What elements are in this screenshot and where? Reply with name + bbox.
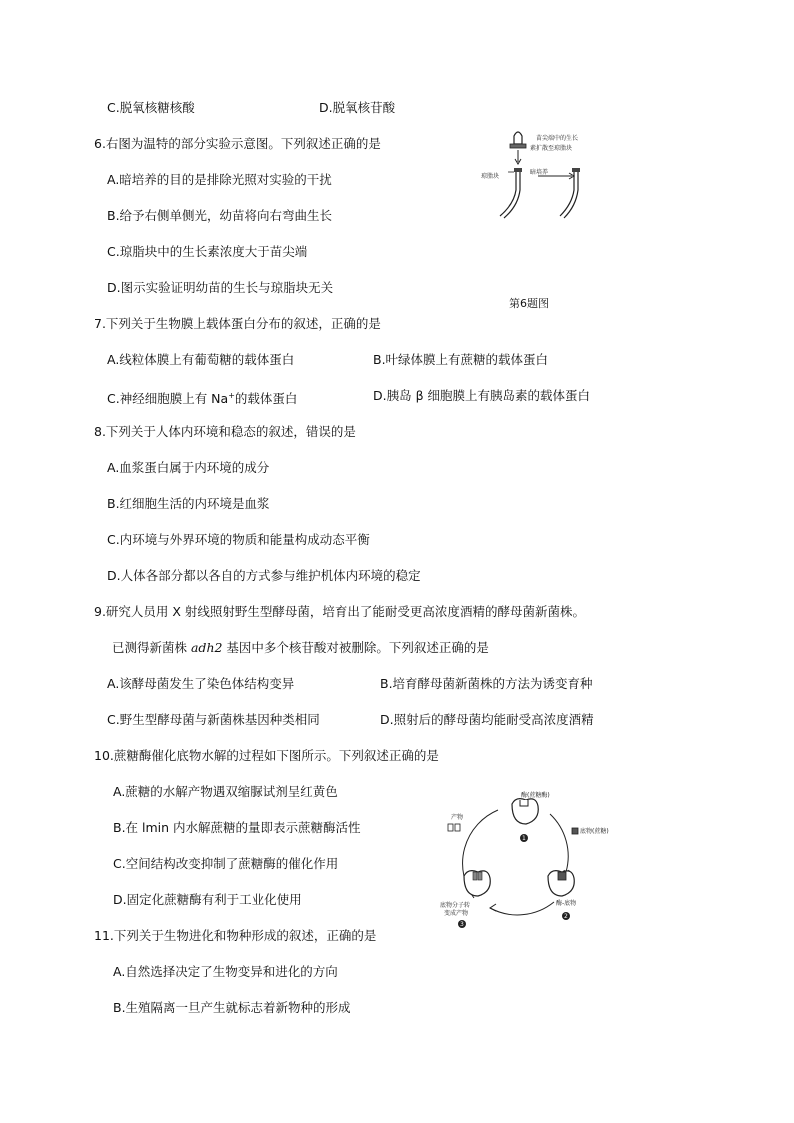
q10-option-c: C.空间结构改变抑制了蔗糖酶的催化作用 — [113, 856, 339, 871]
q6-figure-caption: 第6题图 — [509, 297, 549, 310]
q9-option-c: C.野生型酵母菌与新菌株基因种类相同 — [107, 712, 320, 727]
q9-stem-line-1: 9.研究人员用 X 射线照射野生型酵母菌，培育出了能耐受更高浓度酒精的酵母菌新菌株。 — [94, 604, 585, 619]
q8-option-d: D.人体各部分都以各自的方式参与维护机体内环境的稳定 — [107, 568, 421, 583]
q10-fig-step-3: 3 — [460, 921, 464, 928]
q10-option-b: B.在 lmin 内水解蔗糖的量即表示蔗糖酶活性 — [113, 820, 361, 835]
q9-option-a: A.该酵母菌发生了染色体结构变异 — [107, 676, 295, 691]
q10-fig-step-1: 1 — [522, 835, 526, 842]
q6-fig-label-top-2: 素扩散至琼脂块 — [530, 145, 573, 152]
q6-fig-label-top-1: 苗尖端中的生长 — [536, 135, 579, 142]
q7-option-b: B.叶绿体膜上有蔗糖的载体蛋白 — [373, 352, 549, 367]
q8-option-b: B.红细胞生活的内环境是血浆 — [107, 496, 270, 511]
q8-option-c: C.内环境与外界环境的物质和能量构成动态平衡 — [107, 532, 370, 547]
q7-option-a: A.线粒体膜上有葡萄糖的载体蛋白 — [107, 352, 295, 367]
q10-fig-product-label: 产物 — [451, 814, 464, 821]
q6-option-d: D.图示实验证明幼苗的生长与琼脂块无关 — [107, 280, 334, 295]
q10-fig-change-label-2: 变成产物 — [444, 910, 469, 917]
q6-figure-drawing — [480, 128, 620, 228]
q10-cycle-diagram — [440, 790, 610, 930]
q6-option-c: C.琼脂块中的生长素浓度大于苗尖端 — [107, 244, 308, 259]
q7-option-c: C.神经细胞膜上有 Na+的载体蛋白 — [107, 391, 298, 407]
q10-option-d: D.固定化蔗糖酶有利于工业化使用 — [113, 892, 302, 907]
q6-stem: 6.右图为温特的部分实验示意图。下列叙述正确的是 — [94, 136, 381, 151]
q5-option-d: D.脱氧核苷酸 — [319, 100, 396, 115]
q9-option-d: D.照射后的酵母菌均能耐受高浓度酒精 — [380, 712, 594, 727]
q10-fig-step-2: 2 — [564, 913, 568, 920]
q10-fig-substrate-label: 底物(蔗糖) — [580, 828, 609, 835]
q6-fig-label-dark: 暗培养 — [530, 169, 549, 176]
q11-option-b: B.生殖隔离一旦产生就标志着新物种的形成 — [113, 1000, 351, 1015]
q6-option-b: B.给予右侧单侧光，幼苗将向右弯曲生长 — [107, 208, 333, 223]
q10-fig-enzyme-label: 酶(蔗糖酶) — [521, 792, 550, 799]
q7-stem: 7.下列关于生物膜上载体蛋白分布的叙述，正确的是 — [94, 316, 381, 331]
q6-fig-label-agar: 琼脂块 — [481, 173, 500, 180]
q11-stem: 11.下列关于生物进化和物种形成的叙述，正确的是 — [94, 928, 377, 943]
q5-option-c: C.脱氧核糖核酸 — [107, 100, 195, 115]
q7-option-d: D.胰岛 β 细胞膜上有胰岛素的载体蛋白 — [373, 388, 591, 403]
q10-stem: 10.蔗糖酶催化底物水解的过程如下图所示。下列叙述正确的是 — [94, 748, 439, 763]
q9-stem-line-2: 已测得新菌株 adh2 基因中多个核苷酸对被删除。下列叙述正确的是 — [112, 640, 489, 655]
q10-fig-complex-label: 酶-底物 — [556, 900, 577, 907]
q8-stem: 8.下列关于人体内环境和稳态的叙述，错误的是 — [94, 424, 356, 439]
q10-fig-change-label-1: 底物分子转 — [440, 902, 471, 909]
q8-option-a: A.血浆蛋白属于内环境的成分 — [107, 460, 270, 475]
q10-option-a: A.蔗糖的水解产物遇双缩脲试剂呈红黄色 — [113, 784, 338, 799]
q11-option-a: A.自然选择决定了生物变异和进化的方向 — [113, 964, 338, 979]
q9-option-b: B.培育酵母菌新菌株的方法为诱变育种 — [380, 676, 593, 691]
q6-option-a: A.暗培养的目的是排除光照对实验的干扰 — [107, 172, 332, 187]
